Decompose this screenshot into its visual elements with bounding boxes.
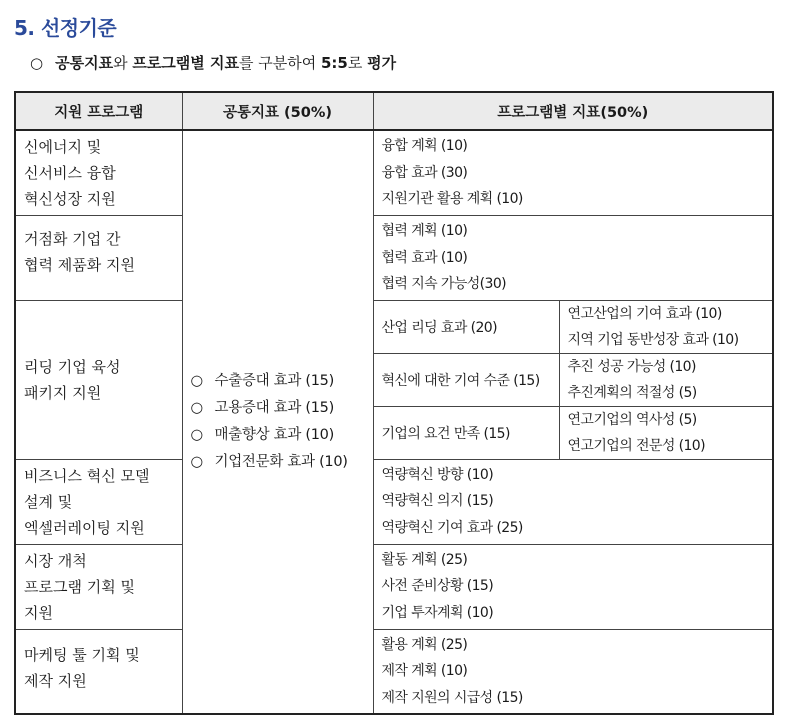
- program-name-line: 설계 및: [24, 492, 73, 511]
- bullet-circle-icon: ○: [190, 427, 203, 443]
- bullet-circle-icon: ○: [190, 373, 203, 389]
- indicator-item: 협력 계획 (10): [381, 223, 468, 239]
- intro-text: 와: [113, 54, 133, 72]
- section-title: 5. 선정기준: [14, 16, 117, 40]
- bullet-circle-icon: ○: [190, 454, 203, 470]
- program-name-line: 지원: [24, 603, 53, 622]
- table-row: [15, 216, 773, 301]
- program-name-line: 혁신성장 지원: [24, 190, 116, 208]
- header-common: 공통지표 (50%): [182, 92, 373, 130]
- indicator-item: 기업 투자계획 (10): [381, 604, 494, 621]
- intro-evaluation: 평가: [367, 54, 397, 72]
- program-indicators: [373, 216, 773, 301]
- program-name-line: 리딩 기업 육성: [24, 357, 121, 376]
- indicator-item: 연고기업의 전문성 (10): [567, 437, 705, 454]
- intro-line: [30, 52, 396, 73]
- intro-text: 로: [347, 54, 368, 72]
- table-row: [15, 300, 773, 353]
- intro-program-label: 프로그램별 지표: [132, 54, 239, 72]
- table-header-row: [15, 92, 773, 130]
- program-name-line: 비즈니스 혁신 모델: [24, 466, 150, 485]
- program-name-line: 엑셀러레이팅 지원: [24, 518, 145, 537]
- common-indicator: ○ 기업전문화 효과 (10): [191, 449, 373, 476]
- indicator-item: 역량혁신 의지 (15): [381, 493, 494, 509]
- indicator-item: 사전 준비상황 (15): [381, 578, 494, 594]
- program-name-line: 신서비스 융합: [24, 164, 116, 182]
- indicator-item: 융합 계획 (10): [381, 138, 468, 154]
- table-row: [15, 459, 773, 544]
- program-name-line: 제작 지원: [24, 671, 87, 690]
- indicator-item: 추진 성공 가능성 (10): [567, 358, 696, 375]
- indicator-group-items: [559, 300, 773, 353]
- program-indicators: [373, 459, 773, 544]
- indicator-group-items: [559, 406, 773, 459]
- bullet-circle-icon: ○: [190, 400, 203, 416]
- program-name: [15, 459, 182, 544]
- program-indicators: [373, 130, 773, 216]
- indicator-item: 역량혁신 기여 효과 (25): [381, 519, 523, 536]
- program-name: [15, 544, 182, 629]
- program-name: [15, 629, 182, 714]
- table-row: [15, 544, 773, 629]
- common-indicator: ○ 수출증대 효과 (15): [191, 368, 373, 395]
- indicator-group-items: [559, 353, 773, 406]
- indicator-item: 연고산업의 기여 효과 (10): [567, 305, 722, 322]
- indicator-item: 융합 효과 (30): [381, 164, 468, 181]
- criteria-table: [14, 91, 774, 715]
- table-row: [15, 130, 773, 216]
- indicator-item: 제작 계획 (10): [381, 663, 468, 679]
- indicator-item: 지원기관 활용 계획 (10): [381, 191, 523, 207]
- program-name-line: 마케팅 툴 기획 및: [24, 645, 140, 664]
- program-name-line: 프로그램 기획 및: [24, 577, 135, 596]
- program-name: [15, 216, 182, 301]
- indicator-item: 활동 계획 (25): [381, 551, 468, 568]
- indicator-item: 활용 계획 (25): [381, 636, 468, 653]
- indicator-item: 협력 지속 가능성(30): [381, 276, 507, 292]
- program-name-line: 패키지 지원: [24, 383, 102, 402]
- intro-common-label: 공통지표: [55, 54, 114, 72]
- program-indicators: [373, 629, 773, 714]
- common-indicator: ○ 고용증대 효과 (15): [191, 395, 373, 422]
- indicator-item: 추진계획의 적절성 (5): [567, 384, 697, 401]
- indicator-item: 연고기업의 역사성 (5): [567, 411, 697, 428]
- program-name-line: 협력 제품화 지원: [24, 256, 135, 274]
- program-name-line: 거점화 기업 간: [24, 230, 121, 248]
- common-indicator: ○ 매출향상 효과 (10): [191, 422, 373, 449]
- intro-text: 를 구분하여: [238, 54, 321, 72]
- common-indicators: [182, 130, 373, 714]
- indicator-item: 지역 기업 동반성장 효과 (10): [567, 331, 739, 348]
- intro-ratio: 5:5: [320, 54, 348, 72]
- indicator-item: 협력 효과 (10): [381, 249, 468, 266]
- header-program: 지원 프로그램: [15, 92, 182, 130]
- bullet-circle-icon: ○: [30, 54, 44, 72]
- program-name-line: 시장 개척: [24, 551, 87, 570]
- indicator-group-label: 기업의 요건 만족 (15): [373, 406, 559, 459]
- indicator-item: 역량혁신 방향 (10): [381, 466, 494, 483]
- header-program-indicators: 프로그램별 지표(50%): [373, 92, 773, 130]
- program-name: [15, 300, 182, 459]
- program-indicators: [373, 544, 773, 629]
- indicator-item: 제작 지원의 시급성 (15): [381, 689, 523, 706]
- indicator-group-label: 산업 리딩 효과 (20): [373, 300, 559, 353]
- table-row: [15, 629, 773, 714]
- indicator-group-label: 혁신에 대한 기여 수준 (15): [373, 353, 559, 406]
- program-name: [15, 130, 182, 216]
- program-name-line: 신에너지 및: [24, 138, 102, 156]
